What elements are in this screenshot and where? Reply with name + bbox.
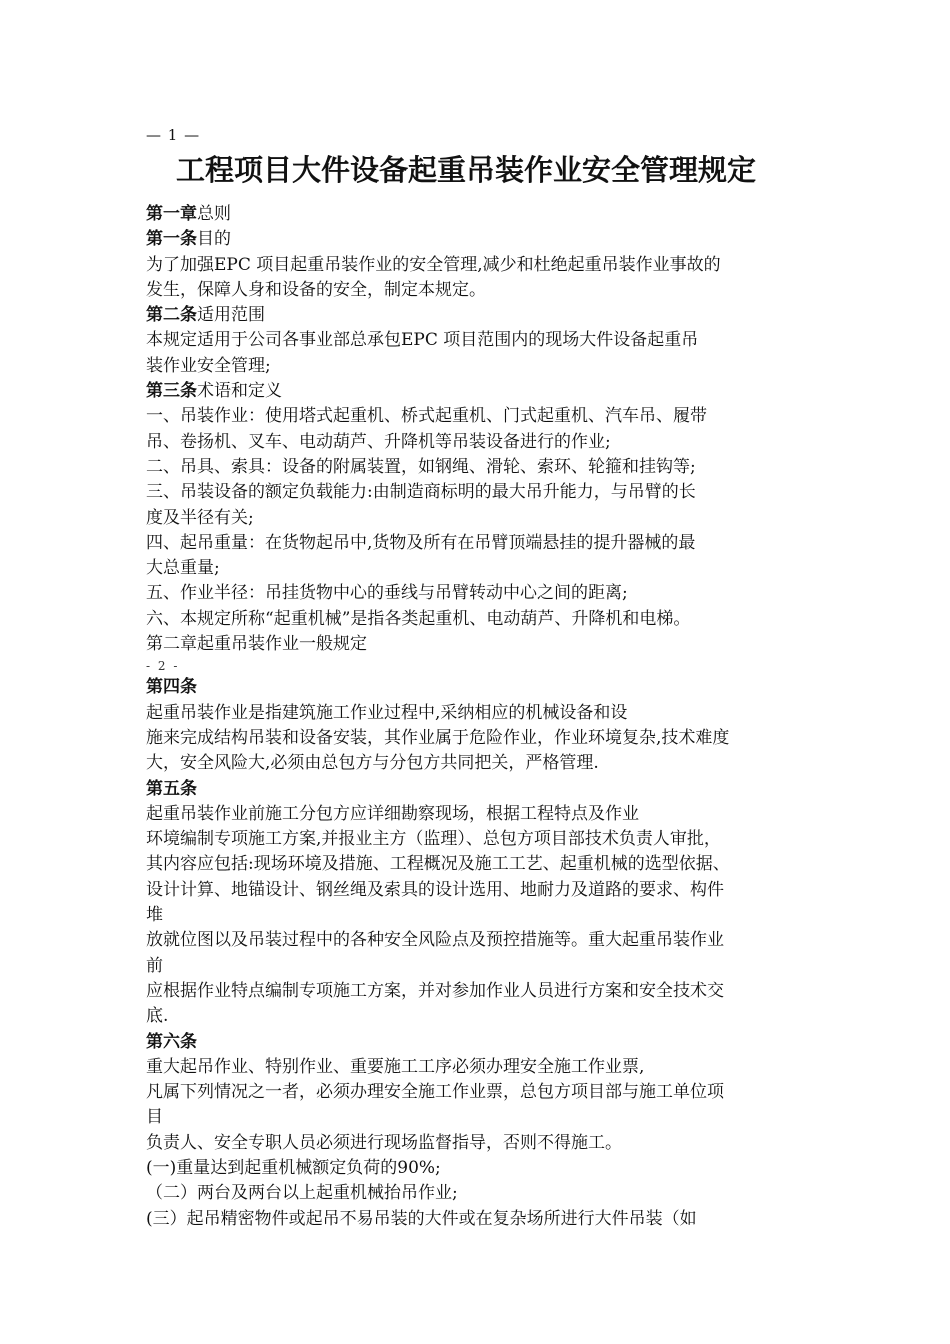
list-item: (三）起吊精密物件或起吊不易吊装的大件或在复杂场所进行大件吊装（如 <box>146 1208 697 1229</box>
text-line: 大，安全风险大,必须由总包方与分包方共同把关，严格管理. <box>146 753 599 774</box>
text-line: 前 <box>146 955 163 976</box>
text-line: 凡属下列情况之一者，必须办理安全施工作业票，总包方项目部与施工单位项 <box>146 1082 724 1103</box>
text-line: 大总重量; <box>146 558 220 579</box>
text-line: 堆 <box>146 905 163 926</box>
text-line: 施来完成结构吊装和设备安装，其作业属于危险作业，作业环境复杂,技术难度 <box>146 727 730 748</box>
article-1-heading <box>146 227 826 252</box>
document-page <box>146 124 826 1232</box>
text-line: 吊、卷扬机、叉车、电动葫芦、升降机等吊装设备进行的作业; <box>146 431 611 452</box>
article-6-heading: 第六条 <box>146 1031 197 1052</box>
page-number-2: - 2 - <box>146 659 180 674</box>
document-title: 工程项目大件设备起重吊装作业安全管理规定 <box>176 153 757 187</box>
article-3-name: 术语和定义 <box>197 381 282 402</box>
article-5-heading: 第五条 <box>146 778 197 799</box>
list-item: （二）两台及两台以上起重机械抬吊作业; <box>146 1183 458 1204</box>
article-2-name: 适用范围 <box>197 305 265 326</box>
article-2-heading <box>146 303 826 328</box>
text-line: 本规定适用于公司各事业部总承包EPC 项目范围内的现场大件设备起重吊 <box>146 330 699 351</box>
text-line: 为了加强EPC 项目起重吊装作业的安全管理,减少和杜绝起重吊装作业事故的 <box>146 254 721 275</box>
text-line: 六、本规定所称“起重机械”是指各类起重机、电动葫芦、升降机和电梯。 <box>146 608 691 629</box>
article-3-label: 第三条 <box>146 381 197 402</box>
text-line: 负责人、安全专职人员必须进行现场监督指导，否则不得施工。 <box>146 1132 622 1153</box>
text-line: 度及半径有关; <box>146 507 254 528</box>
text-line: 底. <box>146 1006 169 1027</box>
list-item: (一)重量达到起重机械额定负荷的90%; <box>146 1157 441 1178</box>
text-line: 目 <box>146 1107 163 1128</box>
article-2-label: 第二条 <box>146 305 197 326</box>
text-line: 装作业安全管理; <box>146 355 271 376</box>
chapter-1-heading <box>146 202 826 227</box>
page-number-1: — 1 — <box>146 126 201 144</box>
text-line: 四、起吊重量：在货物起吊中,货物及所有在吊臂顶端悬挂的提升器械的最 <box>146 532 696 553</box>
chapter-1-label: 第一章 <box>146 204 197 224</box>
text-line: 三、吊装设备的额定负载能力:由制造商标明的最大吊升能力，与吊臂的长 <box>146 482 696 503</box>
text-line: 应根据作业特点编制专项施工方案，并对参加作业人员进行方案和安全技术交 <box>146 980 724 1001</box>
text-line: 其内容应包括:现场环境及措施、工程概况及施工工艺、起重机械的选型依据、 <box>146 854 730 875</box>
text-line: 环境编制专项施工方案,并报业主方（监理）、总包方项目部技术负责人审批， <box>146 829 721 850</box>
chapter-1-name: 总则 <box>197 204 231 224</box>
text-line: 发生，保障人身和设备的安全，制定本规定。 <box>146 279 486 300</box>
text-line: 起重吊装作业前施工分包方应详细勘察现场，根据工程特点及作业 <box>146 803 639 824</box>
text-line: 起重吊装作业是指建筑施工作业过程中,采纳相应的机械设备和设 <box>146 702 628 723</box>
text-line: 一、吊装作业：使用塔式起重机、桥式起重机、门式起重机、汽车吊、履带 <box>146 406 707 427</box>
article-3-heading <box>146 379 826 404</box>
article-4-heading: 第四条 <box>146 677 197 698</box>
text-line: 设计计算、地锚设计、钢丝绳及索具的设计选用、地耐力及道路的要求、构件 <box>146 879 724 900</box>
article-1-name: 目的 <box>197 229 231 250</box>
chapter-2-heading: 第二章起重吊装作业一般规定 <box>146 634 367 655</box>
article-1-label: 第一条 <box>146 229 197 250</box>
text-line: 二、吊具、索具：设备的附属装置，如钢绳、滑轮、索环、轮箍和挂钩等; <box>146 456 696 477</box>
text-line: 重大起吊作业、特别作业、重要施工工序必须办理安全施工作业票, <box>146 1056 645 1077</box>
text-line: 放就位图以及吊装过程中的各种安全风险点及预控措施等。重大起重吊装作业 <box>146 930 724 951</box>
text-line: 五、作业半径：吊挂货物中心的垂线与吊臂转动中心之间的距离; <box>146 583 628 604</box>
